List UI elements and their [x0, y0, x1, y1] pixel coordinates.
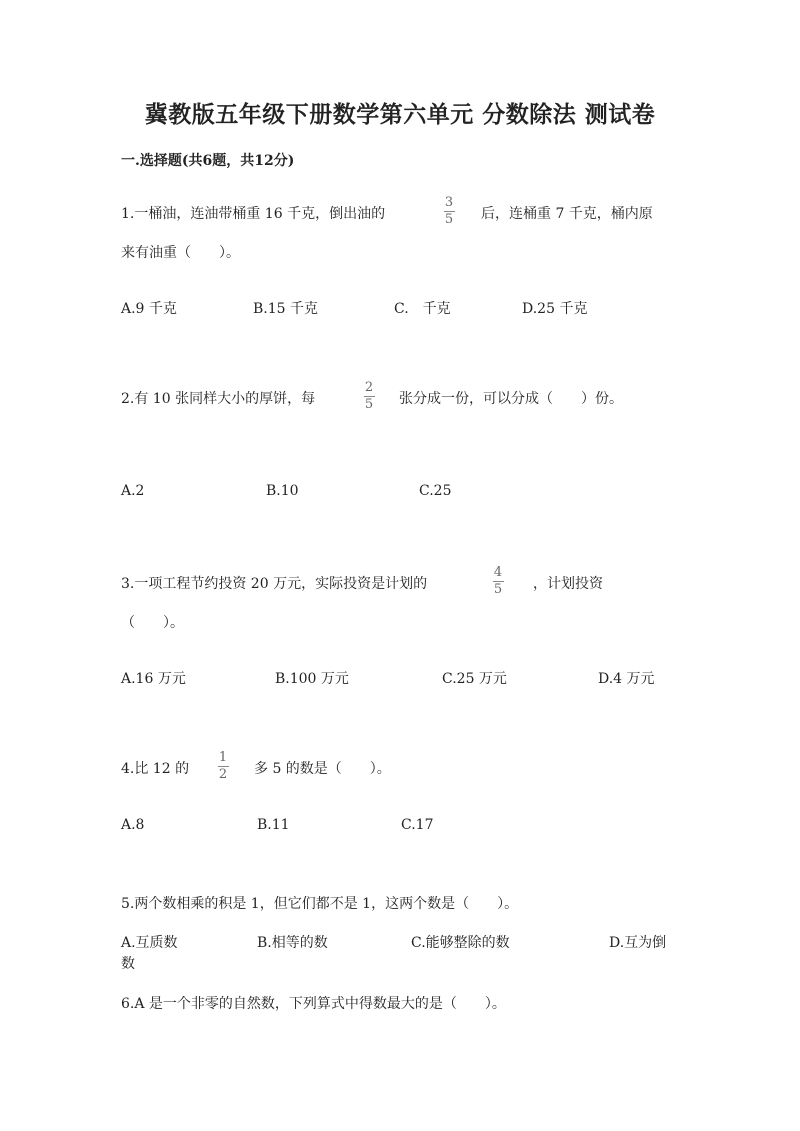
question-5-text: 5.两个数相乘的积是 1，但它们都不是 1，这两个数是（ ）。 — [121, 896, 519, 912]
fraction-numerator: 4 — [493, 565, 503, 580]
question-2-text-a: 2.有 10 张同样大小的厚饼，每 — [121, 391, 316, 407]
fraction-denominator: 5 — [444, 212, 454, 227]
question-4-option-b[interactable]: B.11 — [257, 817, 290, 833]
question-4-option-c[interactable]: C.17 — [401, 817, 434, 833]
question-5-option-d[interactable]: D.互为倒 — [609, 935, 667, 951]
question-5-option-b[interactable]: B.相等的数 — [257, 935, 328, 951]
question-3-text-a: 3.一项工程节约投资 20 万元，实际投资是计划的 — [121, 576, 428, 592]
fraction-numerator: 3 — [444, 195, 454, 210]
question-3-text-b: ，计划投资 — [533, 576, 603, 592]
question-4-option-a[interactable]: A.8 — [121, 817, 145, 833]
question-4-text-b: 多 5 的数是（ ）。 — [254, 761, 391, 777]
question-1-text-c: 来有油重（ ）。 — [121, 245, 240, 261]
fraction-numerator: 2 — [364, 380, 374, 395]
page-title: 冀教版五年级下册数学第六单元 分数除法 测试卷 — [144, 101, 656, 128]
question-3-option-d[interactable]: D.4 万元 — [598, 671, 655, 687]
question-3-option-b[interactable]: B.100 万元 — [275, 671, 349, 687]
question-2-text-b: 张分成一份，可以分成（ ）份。 — [399, 391, 623, 407]
question-1-option-b[interactable]: B.15 千克 — [253, 301, 319, 317]
fraction-denominator: 5 — [493, 582, 503, 597]
question-4-text-a: 4.比 12 的 — [121, 761, 190, 777]
question-3-text-c: （ ）。 — [121, 615, 184, 631]
question-1-option-a[interactable]: A.9 千克 — [121, 301, 177, 317]
question-5-option-a[interactable]: A.互质数 — [121, 935, 178, 951]
question-2-fraction — [361, 381, 377, 412]
question-3-option-a[interactable]: A.16 万元 — [121, 671, 186, 687]
question-2-option-b[interactable]: B.10 — [266, 483, 299, 499]
section-heading: 一.选择题(共6题，共12分) — [121, 153, 295, 169]
fraction-denominator: 2 — [218, 767, 228, 782]
question-2-option-c[interactable]: C.25 — [419, 483, 452, 499]
fraction-numerator: 1 — [218, 750, 228, 765]
question-3-fraction — [490, 566, 506, 597]
question-1-text-b: 后，连桶重 7 千克，桶内原 — [481, 206, 653, 222]
question-5-option-d-wrap: 数 — [121, 956, 135, 972]
question-1-fraction — [441, 196, 457, 227]
question-1-text-a: 1.一桶油，连油带桶重 16 千克，倒出油的 — [121, 206, 386, 222]
question-5-option-c[interactable]: C.能够整除的数 — [411, 935, 510, 951]
question-6-text: 6.A 是一个非零的自然数，下列算式中得数最大的是（ ）。 — [121, 996, 506, 1012]
fraction-denominator: 5 — [364, 397, 374, 412]
question-4-fraction — [215, 751, 231, 782]
question-3-option-c[interactable]: C.25 万元 — [442, 671, 507, 687]
question-2-option-a[interactable]: A.2 — [121, 483, 145, 499]
question-1-option-c[interactable]: C. 千克 — [394, 301, 451, 317]
question-1-option-d[interactable]: D.25 千克 — [522, 301, 588, 317]
